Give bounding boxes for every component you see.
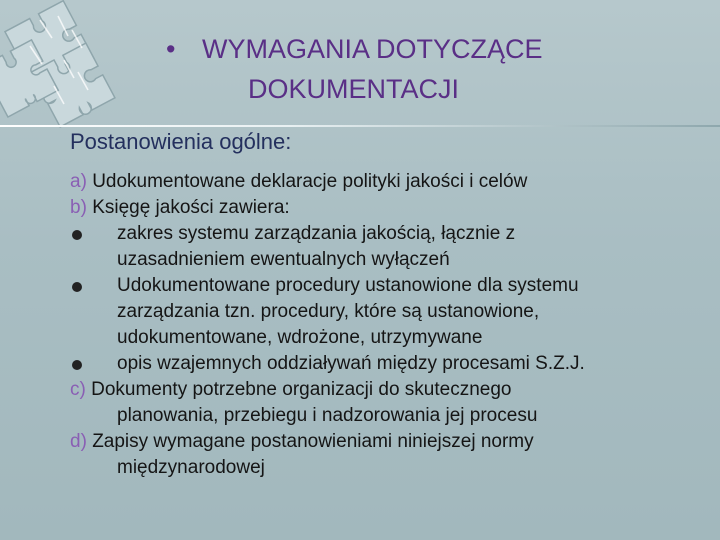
list-item-b: [70, 195, 710, 221]
item-continuation: międzynarodowej: [117, 457, 265, 478]
sub-bullet-item: [70, 221, 710, 273]
bullet-line: udokumentowane, wdrożone, utrzymywane: [117, 327, 483, 348]
list-item-c: [70, 377, 710, 403]
item-marker: d): [70, 431, 87, 452]
bullet-line: uzasadnieniem ewentualnych wyłączeń: [117, 249, 450, 270]
bullet-line: opis wzajemnych oddziaływań między procesami S.Z.J.: [117, 353, 585, 374]
item-text: Udokumentowane deklaracje polityki jakości i celów: [92, 171, 528, 192]
section-heading: Postanowienia ogólne:: [70, 129, 292, 154]
item-text: Zapisy wymagane postanowieniami niniejszej normy: [92, 431, 534, 452]
slide-body: [70, 126, 710, 481]
item-marker: a): [70, 171, 87, 192]
bullet-dot-icon: [72, 230, 82, 240]
sub-bullet-item: [70, 273, 710, 351]
item-text: Dokumenty potrzebne organizacji do skutecznego: [91, 379, 512, 400]
title-line-2: DOKUMENTACJI: [248, 74, 460, 104]
title-line-1: WYMAGANIA DOTYCZĄCE: [202, 34, 543, 64]
list-item-d: [70, 429, 710, 455]
bullet-line: zarządzania tzn. procedury, które są ustanowione,: [117, 301, 540, 322]
item-marker: b): [70, 197, 87, 218]
bullet-line: Udokumentowane procedury ustanowione dla systemu: [117, 275, 579, 296]
item-continuation: planowania, przebiegu i nadzorowania jej procesu: [117, 405, 538, 426]
title-bullet: •: [166, 34, 176, 64]
bullet-dot-icon: [72, 282, 82, 292]
list-item-a: [70, 169, 710, 195]
sub-bullet-item: [70, 351, 710, 377]
puzzle-pieces-icon: [0, 0, 128, 128]
item-marker: c): [70, 379, 86, 400]
item-text: Księgę jakości zawiera:: [92, 197, 290, 218]
bullet-dot-icon: [72, 360, 82, 370]
bullet-line: zakres systemu zarządzania jakością, łącznie z: [117, 223, 516, 244]
